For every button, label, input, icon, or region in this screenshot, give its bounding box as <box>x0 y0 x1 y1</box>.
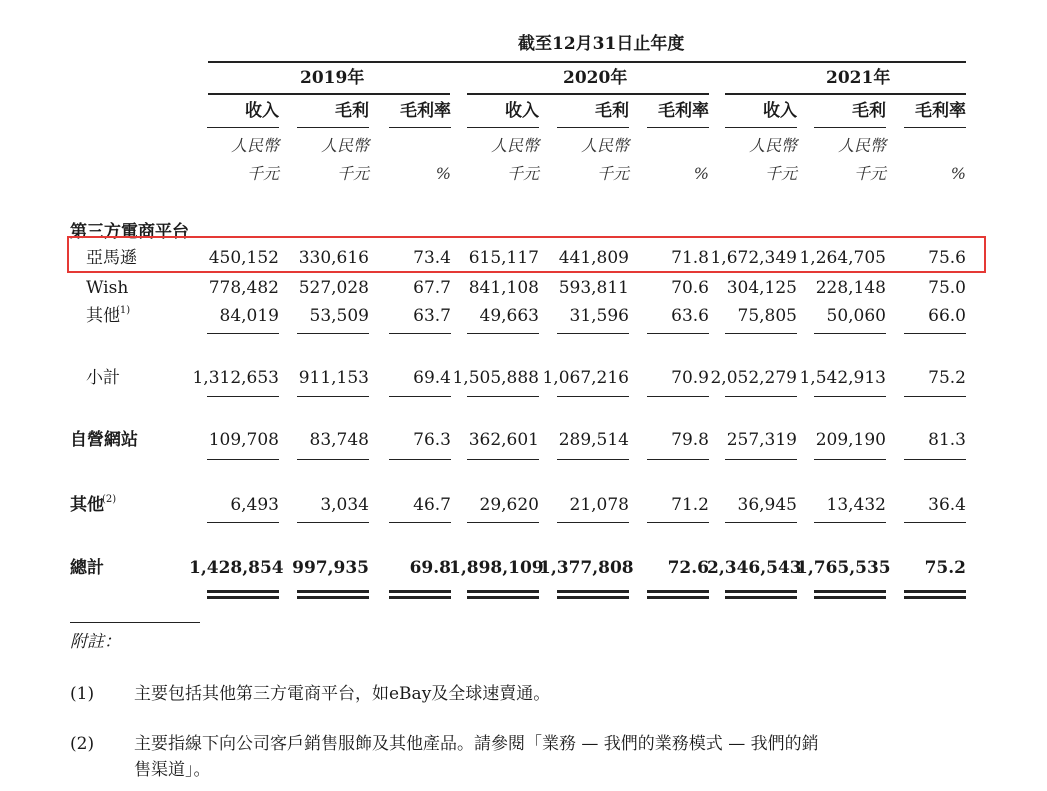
unit-percent: % <box>693 164 709 183</box>
subtotal-rule <box>814 459 886 460</box>
note-2-text-line2: 售渠道」。 <box>134 760 211 780</box>
cell-gross-profit: 593,811 <box>558 278 629 298</box>
cell-revenue: 1,428,854 <box>189 558 284 578</box>
cell-gross-margin: 75.2 <box>924 558 966 578</box>
cell-revenue: 29,620 <box>479 495 539 515</box>
note-2-number: (2) <box>70 734 95 754</box>
cell-revenue: 615,117 <box>468 248 539 268</box>
column-header-rule <box>647 127 709 128</box>
subtotal-rule <box>389 459 451 460</box>
unit-rmb: 人民幣 <box>580 136 629 155</box>
subtotal-rule <box>297 333 369 334</box>
subtotal-rule <box>814 396 886 397</box>
total-double-rule <box>557 590 629 593</box>
cell-gross-margin: 63.6 <box>671 306 709 326</box>
subtotal-rule <box>814 333 886 334</box>
subtotal-rule <box>904 333 966 334</box>
footnote-marker: (1) <box>116 305 131 316</box>
total-double-rule <box>814 590 886 593</box>
period-header: 截至12月31日止年度 <box>518 34 685 54</box>
subtotal-rule <box>725 396 797 397</box>
unit-rmb: 人民幣 <box>837 136 886 155</box>
unit-rmb: 人民幣 <box>230 136 279 155</box>
cell-gross-margin: 75.0 <box>928 278 966 298</box>
footnote-marker: (2) <box>102 494 117 505</box>
subtotal-rule <box>725 522 797 523</box>
cell-revenue: 36,945 <box>737 495 797 515</box>
cell-gross-margin: 72.6 <box>667 558 709 578</box>
cell-revenue: 84,019 <box>219 306 279 326</box>
cell-gross-margin: 70.9 <box>671 368 709 388</box>
section-third-party: 第三方電商平台 <box>70 222 189 242</box>
subtotal-rule <box>467 333 539 334</box>
column-header-revenue: 收入 <box>505 101 539 121</box>
unit-rmb: 人民幣 <box>490 136 539 155</box>
year-2021: 2021年 <box>826 68 891 88</box>
subtotal-rule <box>207 459 279 460</box>
year-rule-2020 <box>467 93 709 95</box>
cell-gross-profit: 209,190 <box>815 430 886 450</box>
total-double-rule <box>647 590 709 593</box>
row-label: 小計 <box>86 368 120 388</box>
row-label: 其他 <box>86 306 120 326</box>
unit-rmb: 人民幣 <box>320 136 369 155</box>
subtotal-rule <box>207 522 279 523</box>
column-header-gross-margin: 毛利率 <box>658 101 709 121</box>
year-rule-2021 <box>725 93 966 95</box>
year-2019: 2019年 <box>300 68 365 88</box>
subtotal-rule <box>467 522 539 523</box>
subtotal-rule <box>467 459 539 460</box>
cell-revenue: 1,898,109 <box>449 558 544 578</box>
cell-revenue: 450,152 <box>208 248 279 268</box>
row-label: 自營網站 <box>70 430 138 450</box>
cell-gross-profit: 1,067,216 <box>542 368 629 388</box>
cell-revenue: 75,805 <box>737 306 797 326</box>
cell-gross-margin: 69.8 <box>409 558 451 578</box>
note-1-text: 主要包括其他第三方電商平台，如eBay及全球速賣通。 <box>134 684 551 704</box>
total-double-rule <box>207 596 279 599</box>
column-header-gross-profit: 毛利 <box>852 101 886 121</box>
column-header-gross-profit: 毛利 <box>335 101 369 121</box>
total-double-rule <box>725 596 797 599</box>
column-header-rule <box>467 127 539 128</box>
cell-gross-margin: 71.8 <box>671 248 709 268</box>
unit-percent: % <box>435 164 451 183</box>
column-header-gross-margin: 毛利率 <box>400 101 451 121</box>
column-header-rule <box>207 127 279 128</box>
cell-gross-margin: 46.7 <box>413 495 451 515</box>
cell-revenue: 109,708 <box>208 430 279 450</box>
row-label: Wish <box>86 278 129 298</box>
cell-gross-margin: 66.0 <box>928 306 966 326</box>
cell-gross-profit: 911,153 <box>298 368 369 388</box>
subtotal-rule <box>647 459 709 460</box>
cell-gross-margin: 71.2 <box>671 495 709 515</box>
cell-revenue: 2,346,543 <box>707 558 802 578</box>
subtotal-rule <box>389 333 451 334</box>
cell-revenue: 49,663 <box>479 306 539 326</box>
cell-revenue: 2,052,279 <box>710 368 797 388</box>
cell-gross-profit: 21,078 <box>569 495 629 515</box>
cell-gross-margin: 75.2 <box>928 368 966 388</box>
cell-gross-profit: 13,432 <box>826 495 886 515</box>
cell-gross-margin: 81.3 <box>928 430 966 450</box>
period-rule <box>208 61 966 63</box>
row-label: 總計 <box>70 558 104 578</box>
column-header-gross-margin: 毛利率 <box>915 101 966 121</box>
subtotal-rule <box>647 522 709 523</box>
total-double-rule <box>389 596 451 599</box>
column-header-rule <box>557 127 629 128</box>
row-label: 其他 <box>70 495 104 515</box>
unit-thousand: 千元 <box>246 164 279 183</box>
total-double-rule <box>814 596 886 599</box>
total-double-rule <box>297 596 369 599</box>
cell-gross-profit: 441,809 <box>558 248 629 268</box>
cell-revenue: 362,601 <box>468 430 539 450</box>
subtotal-rule <box>557 333 629 334</box>
subtotal-rule <box>557 459 629 460</box>
cell-gross-margin: 63.7 <box>413 306 451 326</box>
year-2020: 2020年 <box>563 68 628 88</box>
subtotal-rule <box>725 333 797 334</box>
cell-gross-profit: 997,935 <box>292 558 369 578</box>
subtotal-rule <box>207 333 279 334</box>
notes-rule <box>70 622 200 623</box>
cell-gross-profit: 289,514 <box>558 430 629 450</box>
subtotal-rule <box>389 522 451 523</box>
subtotal-rule <box>297 459 369 460</box>
subtotal-rule <box>647 333 709 334</box>
subtotal-rule <box>389 396 451 397</box>
cell-gross-profit: 53,509 <box>309 306 369 326</box>
unit-thousand: 千元 <box>336 164 369 183</box>
cell-revenue: 1,312,653 <box>192 368 279 388</box>
column-header-revenue: 收入 <box>763 101 797 121</box>
cell-gross-profit: 83,748 <box>309 430 369 450</box>
total-double-rule <box>904 590 966 593</box>
total-double-rule <box>467 590 539 593</box>
unit-thousand: 千元 <box>596 164 629 183</box>
total-double-rule <box>389 590 451 593</box>
cell-gross-margin: 76.3 <box>413 430 451 450</box>
subtotal-rule <box>297 396 369 397</box>
cell-revenue: 778,482 <box>208 278 279 298</box>
cell-revenue: 304,125 <box>726 278 797 298</box>
cell-gross-profit: 527,028 <box>298 278 369 298</box>
note-2-text-line1: 主要指線下向公司客戶銷售服飾及其他產品。請參閱「業務 — 我們的業務模式 — 我們的銷 <box>134 734 819 754</box>
subtotal-rule <box>814 522 886 523</box>
subtotal-rule <box>467 396 539 397</box>
total-double-rule <box>725 590 797 593</box>
cell-gross-margin: 70.6 <box>671 278 709 298</box>
subtotal-rule <box>904 459 966 460</box>
notes-title: 附註： <box>70 632 121 652</box>
cell-revenue: 1,505,888 <box>452 368 539 388</box>
row-label: 亞馬遜 <box>86 248 137 268</box>
unit-thousand: 千元 <box>506 164 539 183</box>
column-header-rule <box>814 127 886 128</box>
cell-gross-margin: 36.4 <box>928 495 966 515</box>
subtotal-rule <box>297 522 369 523</box>
cell-gross-margin: 69.4 <box>413 368 451 388</box>
cell-gross-profit: 3,034 <box>320 495 369 515</box>
cell-revenue: 841,108 <box>468 278 539 298</box>
subtotal-rule <box>207 396 279 397</box>
column-header-rule <box>389 127 451 128</box>
subtotal-rule <box>904 396 966 397</box>
subtotal-rule <box>904 522 966 523</box>
year-rule-2019 <box>208 93 450 95</box>
total-double-rule <box>904 596 966 599</box>
cell-gross-margin: 75.6 <box>928 248 966 268</box>
cell-gross-margin: 79.8 <box>671 430 709 450</box>
subtotal-rule <box>557 396 629 397</box>
total-double-rule <box>207 590 279 593</box>
total-double-rule <box>297 590 369 593</box>
unit-thousand: 千元 <box>853 164 886 183</box>
column-header-revenue: 收入 <box>245 101 279 121</box>
cell-gross-margin: 73.4 <box>413 248 451 268</box>
cell-gross-profit: 31,596 <box>569 306 629 326</box>
subtotal-rule <box>557 522 629 523</box>
cell-gross-profit: 330,616 <box>298 248 369 268</box>
column-header-gross-profit: 毛利 <box>595 101 629 121</box>
cell-gross-profit: 1,542,913 <box>799 368 886 388</box>
total-double-rule <box>467 596 539 599</box>
subtotal-rule <box>647 396 709 397</box>
unit-rmb: 人民幣 <box>748 136 797 155</box>
cell-gross-profit: 50,060 <box>826 306 886 326</box>
cell-gross-profit: 228,148 <box>815 278 886 298</box>
cell-gross-profit: 1,264,705 <box>799 248 886 268</box>
unit-percent: % <box>950 164 966 183</box>
column-header-rule <box>297 127 369 128</box>
cell-revenue: 6,493 <box>230 495 279 515</box>
unit-thousand: 千元 <box>764 164 797 183</box>
cell-gross-profit: 1,765,535 <box>796 558 891 578</box>
cell-revenue: 257,319 <box>726 430 797 450</box>
cell-gross-profit: 1,377,808 <box>539 558 634 578</box>
column-header-rule <box>904 127 966 128</box>
cell-gross-margin: 67.7 <box>413 278 451 298</box>
note-1-number: (1) <box>70 684 95 704</box>
cell-revenue: 1,672,349 <box>710 248 797 268</box>
column-header-rule <box>725 127 797 128</box>
subtotal-rule <box>725 459 797 460</box>
total-double-rule <box>647 596 709 599</box>
total-double-rule <box>557 596 629 599</box>
